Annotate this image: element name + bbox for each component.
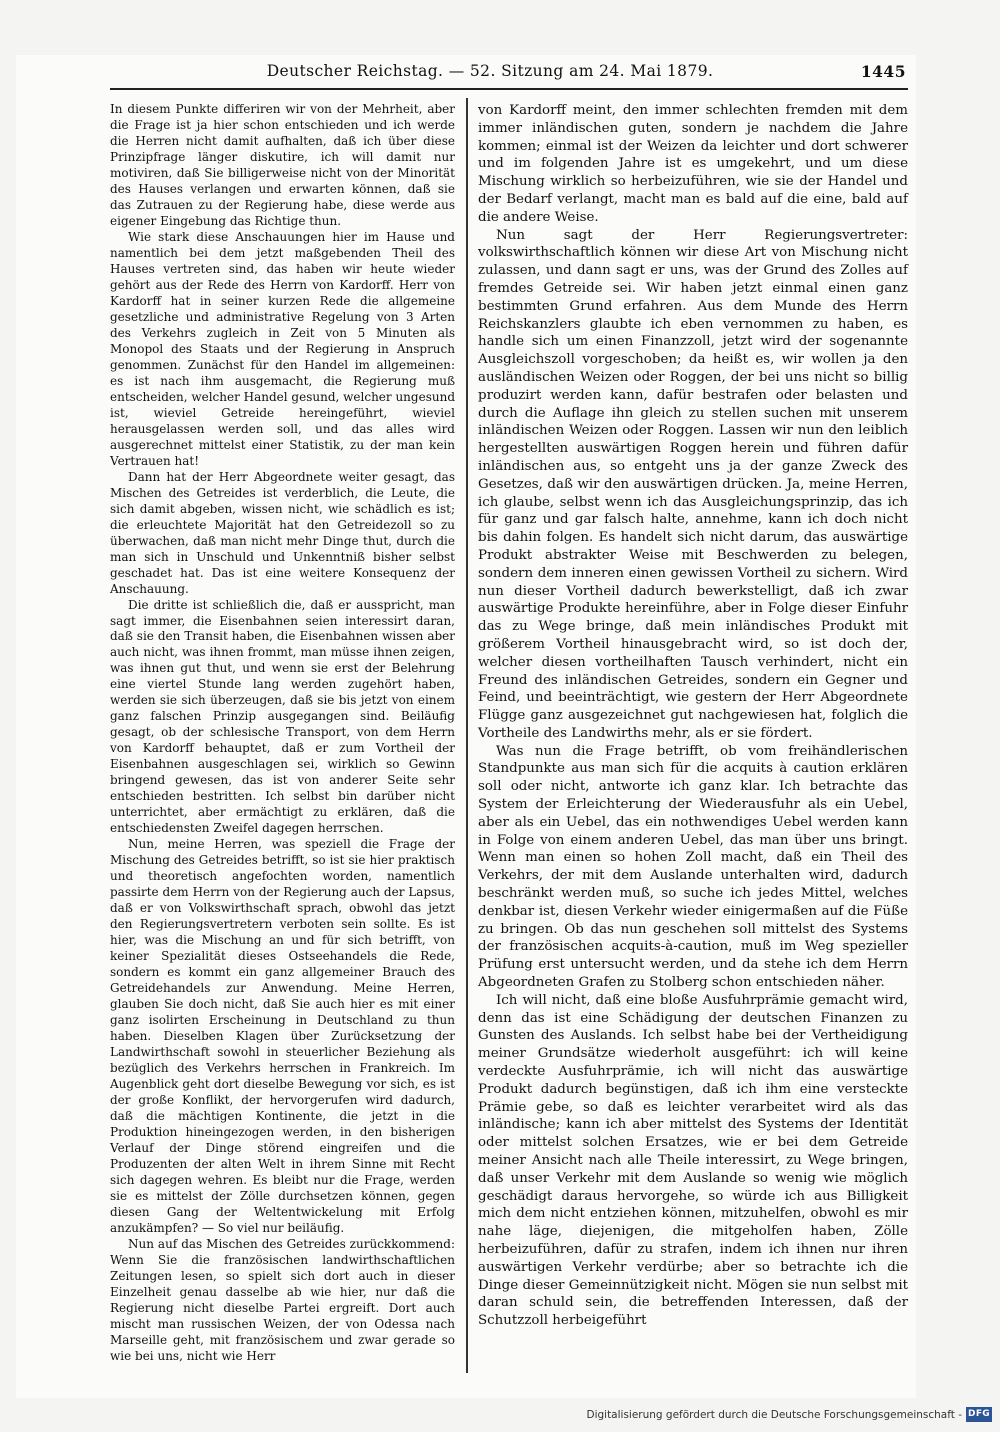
page-header [110, 60, 910, 88]
paragraph: Wie stark diese Anschauungen hier im Hause und namentlich bei dem jetzt maßgebenden Theil des Hauses vertreten sind, das haben wir heute wieder gehört aus der Rede des Herrn von Kardorff. Herr von Kardorff hat in seiner kurzen Rede die allgemeine gesetzliche und administrative Regelung von 3 Arten des Verkehrs zugleich in Zeit von 5 Minuten als Monopol des Staats und der Regierung in Anspruch genommen. Zunächst für den Handel im allgemeinen: es ist nach ihm ausgemacht, die Regierung muß entscheiden, welcher Handel gesund, welcher ungesund ist, wieviel Getreide hereingeführt, wieviel herausgelassen werden soll, und das alles wird ausgerechnet mittelst einer Statistik, zu der man kein Vertrauen hat! [110, 229, 455, 468]
page-title: Deutscher Reichstag. — 52. Sitzung am 24. Mai 1879. [266, 62, 714, 80]
left-column [110, 102, 455, 1365]
dfg-logo: DFG [966, 1407, 992, 1422]
paragraph: In diesem Punkte differiren wir von der Mehrheit, aber die Frage ist ja hier schon entschieden und ich werde die Herren nicht damit aufhalten, daß ich über diese Prinzipfrage länger diskutire, ich will damit nur motiviren, daß Sie billigerweise nicht von der Minorität des Hauses verlangen und erwarten können, daß sie das Zutrauen zu der Regierung habe, diese werde aus eigener Eingebung das Richtige thun. [110, 102, 455, 228]
paragraph: Nun sagt der Herr Regierungsvertreter: volkswirthschaftlich können wir diese Art von Mischung nicht zulassen, und dann sagt er uns, was der Grund des Zolles auf fremdes Getreide sei. Wir haben jetzt einmal einen ganz bestimmten Grund erfahren. Aus dem Munde des Herrn Reichskanzlers glaubte ich eben vernommen zu haben, es handle sich um einen Finanzzoll, jetzt wird der sogenannte Ausgleichszoll vorgeschoben; da heißt es, wir wollen ja den ausländischen Weizen oder Roggen, der bei uns nicht so billig produzirt werden kann, dafür bestrafen oder belasten und durch die Auflage ihn gleich zu stellen suchen mit unserem inländischen Weizen oder Roggen. Lassen wir nun den leiblich hergestellten auswärtigen Roggen herein und führen dafür inländischen aus, so entgeht uns ja der ganze Zweck des Gesetzes, daß wir den auswärtigen drücken. Ja, meine Herren, ich glaube, selbst wenn ich das Ausgleichungsprinzip, das ich für ganz und gar falsch halte, annehme, kann ich doch nicht bis dahin folgen. Es handelt sich nicht darum, das auswärtige Produkt abstrakter Weise mit Beschwerden zu belegen, sondern dem inneren einen gewissen Vortheil zu sichern. Wird nun dieser Vortheil dadurch bewerkstelligt, daß ich zwar auswärtige Produkte hereinführe, aber in Folge dieser Einfuhr das zu Wege bringe, daß mein inländisches Produkt mit größerem Vortheil hinausgebracht wird, so ist doch der, welcher diesen vortheilhaften Tausch verhindert, nicht ein Freund des inländischen Getreides, sondern ein Gegner und Feind, und beeinträchtigt, wie gestern der Herr Abgeordnete Flügge ganz ausgezeichnet gut nachgewiesen hat, folglich die Vortheile des Landwirths mehr, als er sie fördert. [478, 227, 908, 741]
paragraph: Ich will nicht, daß eine bloße Ausfuhrprämie gemacht wird, denn das ist eine Schädigung der deutschen Finanzen zu Gunsten des Auslands. Ich selbst habe bei der Vertheidigung meiner Grundsätze wiederholt ausgeführt: ich will keine verdeckte Ausfuhrprämie, ich will nicht das auswärtige Produkt dadurch begünstigen, daß ich ihm eine versteckte Prämie gebe, so daß es leichter verarbeitet wird als das inländische; kann ich aber mittelst des Systems der Identität oder mittelst solchen Ersatzes, wie er bei dem Getreide meiner Ansicht nach alle Theile interessirt, zu Wege bringen, daß unser Verkehr mit dem Auslande so wenig wie möglich geschädigt daraus hervorgehe, so würde ich aus Billigkeit mich dem nicht entziehen können, mitzuhelfen, obwohl es mir nahe läge, diejenigen, die mitgeholfen haben, Zölle herbeizuführen, dafür zu strafen, indem ich ihnen nur ihren auswärtigen Verkehr verdürbe; aber so betrachte ich die Dinge dieser Gemeinnützigkeit nicht. Mögen sie nun selbst mit daran schuld sein, die betreffenden Interessen, daß der Schutzzoll herbeigeführt [478, 992, 908, 1329]
column-divider [466, 98, 468, 1373]
paragraph: von Kardorff meint, den immer schlechten fremden mit dem immer inländischen guten, sondern je nachdem die Jahre kommen; einmal ist der Weizen da leichter und dort schwerer und im folgenden Jahre ist es umgekehrt, und um diese Mischung wirklich so herbeizuführen, wie sie der Handel und der Bedarf verlangt, macht man es bald auf die eine, bald auf die andere Weise. [478, 103, 908, 225]
paragraph: Nun auf das Mischen des Getreides zurückkommend: Wenn Sie die französischen landwirthschaftlichen Zeitungen lesen, so spielt sich dort auch in dieser Einzelheit genau dasselbe ab wie hier, nur daß die Regierung nicht dieselbe Partei ergreift. Dort auch mischt man russischen Weizen, der von Odessa nach Marseille geht, mit französischem und zwar gerade so wie bei uns, nicht wie Herr [110, 1236, 455, 1363]
paragraph: Die dritte ist schließlich die, daß er ausspricht, man sagt immer, die Eisenbahnen seien interessirt daran, daß sie den Transit haben, die Eisenbahnen wissen aber auch nicht, was ihnen frommt, man müsse ihnen zeigen, was ihnen gut thut, und wenn sie erst der Belehrung eine viertel Stunde lang werden zugehört haben, werden sie sich überzeugen, daß sie bis jetzt von einem ganz falschen Prinzip ausgegangen sind. Beiläufig gesagt, ob der schlesische Transport, von dem Herrn von Kardorff behauptet, daß er zum Vortheil der Eisenbahnen ausgeschlagen sei, wirklich so Gewinn bringend gewesen, das ist von anderer Seite sehr entschieden bestritten. Ich selbst bin darüber nicht unterrichtet, aber ermächtigt zu erklären, daß die entschiedensten Zweifel dagegen herrschen. [110, 597, 455, 836]
paragraph: Was nun die Frage betrifft, ob vom freihändlerischen Standpunkte aus man sich für die acquits à caution erklären soll oder nicht, antworte ich ganz klar. Ich betrachte das System der Erleichterung der Wiederausfuhr als ein Uebel, aber als ein Uebel, das ein nothwendiges Uebel werden kann in Folge von einem anderen Uebel, das man über uns bringt. Wenn man einen so hohen Zoll macht, daß ein Theil des Verkehrs, der mit dem Auslande unterhalten wird, dadurch beschränkt werden muß, so suche ich jedes Mittel, welches denkbar ist, diesen Verkehr wieder einigermaßen auf die Füße zu bringen. Ob das nun geschehen soll mittelst des Systems der französischen acquits-à-caution, muß im Weg spezieller Prüfung erst untersucht werden, und da stehe ich dem Herrn Abgeordneten Grafen zu Stolberg schon entschieden näher. [478, 743, 908, 991]
footer [0, 1400, 1000, 1432]
digitization-credit: Digitalisierung gefördert durch die Deutsche Forschungsgemeinschaft - [586, 1409, 962, 1421]
paragraph: Nun, meine Herren, was speziell die Frage der Mischung des Getreides betrifft, so ist sie hier praktisch und theoretisch angefochten worden, namentlich passirte dem Herrn von der Regierung auch der Lapsus, daß er von Volkswirthschaft sprach, obwohl das jetzt den Regierungsvertretern verboten sein sollte. Es ist hier, was die Mischung an und für sich betrifft, von keiner Spezialität dieses Ostseehandels die Rede, sondern es kommt ein ganz allgemeiner Brauch des Getreidehandels zur Anwendung. Meine Herren, glauben Sie doch nicht, daß Sie auch hier es mit einer ganz isolirten Erscheinung in Deutschland zu thun haben. Dieselben Klagen über Zurücksetzung der Landwirthschaft sowohl in steuerlicher Beziehung als bezüglich des Verkehrs herrschen in Frankreich. Im Augenblick geht dort dieselbe Bewegung vor sich, es ist der große Konflikt, der hervorgerufen wird dadurch, daß die mächtigen Kontinente, die jetzt in die Produktion hineingezogen werden, in den bisherigen Verlauf der Dinge störend eingreifen und die Produzenten der alten Welt in ihrem Sinne mit Recht sich dagegen wehren. Es bleibt nur die Frage, werden sie es mittelst der Zölle durchsetzen können, gegen diesen Gang der Weltentwickelung mit Erfolg anzukämpfen? — So viel nur beiläufig. [110, 837, 455, 1235]
page-number: 1445 [860, 62, 906, 81]
paragraph: Dann hat der Herr Abgeordnete weiter gesagt, das Mischen des Getreides ist verderblich, die Leute, die sich damit abgeben, wissen nicht, wie schädlich es ist; die erleuchtete Majorität hat den Getreidezoll so zu überwachen, daß man nicht mehr Dinge thut, durch die man sich in Unschuld und Unkenntniß bisher selbst geschadet hat. Das ist eine weitere Konsequenz der Anschauung. [110, 469, 455, 596]
header-rule [110, 88, 908, 90]
right-column [478, 102, 908, 1330]
